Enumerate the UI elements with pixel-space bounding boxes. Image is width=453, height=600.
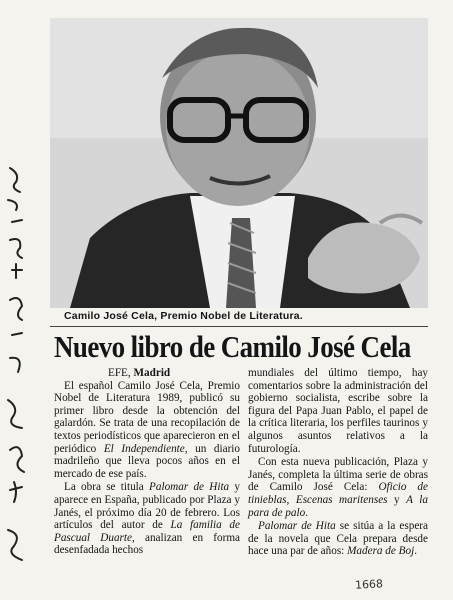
book-title-palomar-2: Palomar de Hita	[258, 520, 336, 533]
book-title-a-la-para: A la para de palo	[248, 493, 428, 519]
newspaper-title: El Independiente	[103, 442, 185, 455]
dateline-agency: EFE,	[108, 367, 131, 379]
paragraph-3: mundiales del último tiempo, hay comentarios sobre la administración del gobierno socialista, escribe sobre la figura del Papa Juan Pablo, el papel de la crítica literaria, los perfiles taurinos y algunos asuntos relativos a la futurología.	[248, 367, 428, 455]
paragraph-1	[54, 380, 240, 481]
article-column-right	[248, 367, 428, 558]
paragraph-5	[248, 520, 428, 558]
paragraph-2-text-c: , analizan en forma desenfadada hechos	[54, 531, 240, 557]
dateline-location: Madrid	[133, 367, 171, 379]
article-column-left	[54, 367, 240, 557]
paragraph-1-tail: , un diario madrileño que lleva pocos años en el mercado de ese país.	[54, 442, 241, 480]
paragraph-5-text: se sitúa a la espera de la novela que Cela prepara desde hace una par de años:	[248, 520, 428, 558]
paragraph-2-text-b: y aparece en España, publicado por Plaza y Janés, el próximo día 20 de febrero. Los artículos del autor de	[54, 481, 241, 532]
paragraph-4	[248, 456, 428, 519]
book-title-escenas: Escenas maritenses	[295, 493, 388, 506]
handwritten-number: 1668	[354, 577, 384, 592]
paragraph-2	[54, 481, 240, 557]
paragraph-4-text-a: Con esta nueva publicación, Plaza y Janés, completa la última serie de obras de Camilo José Cela:	[248, 456, 428, 494]
portrait-photo	[50, 18, 428, 308]
paragraph-5-period: .	[414, 545, 417, 558]
paragraph-1-text: El español Camilo José Cela, Premio Nobel de Literatura 1989, publicó su primer libro desde la obtención del galardón. Se trata de una recopilación de textos periodísticos que aparecieron en el periódico	[54, 379, 240, 455]
handwriting-scribble-icon	[2, 160, 32, 580]
paragraph-4-conj: y	[394, 493, 400, 506]
book-title-palomar: Palomar de Hita	[149, 481, 230, 494]
caption-divider	[50, 326, 428, 327]
book-title-oficio: Oficio de tinieblas	[248, 481, 428, 506]
article-headline: Nuevo libro de Camilo José Cela	[54, 330, 411, 364]
dateline	[54, 367, 240, 380]
book-title-pascual-duarte: La familia de Pascual Duarte	[54, 519, 240, 544]
photo-caption: Camilo José Cela, Premio Nobel de Literatura.	[64, 310, 303, 322]
book-title-madera: Madera de Boj	[347, 545, 415, 558]
paragraph-4-period: .	[305, 506, 308, 519]
paragraph-2-text-a: La obra se titula	[64, 481, 144, 494]
paragraph-4-comma: ,	[286, 493, 290, 506]
handwritten-margin-note	[2, 160, 32, 580]
